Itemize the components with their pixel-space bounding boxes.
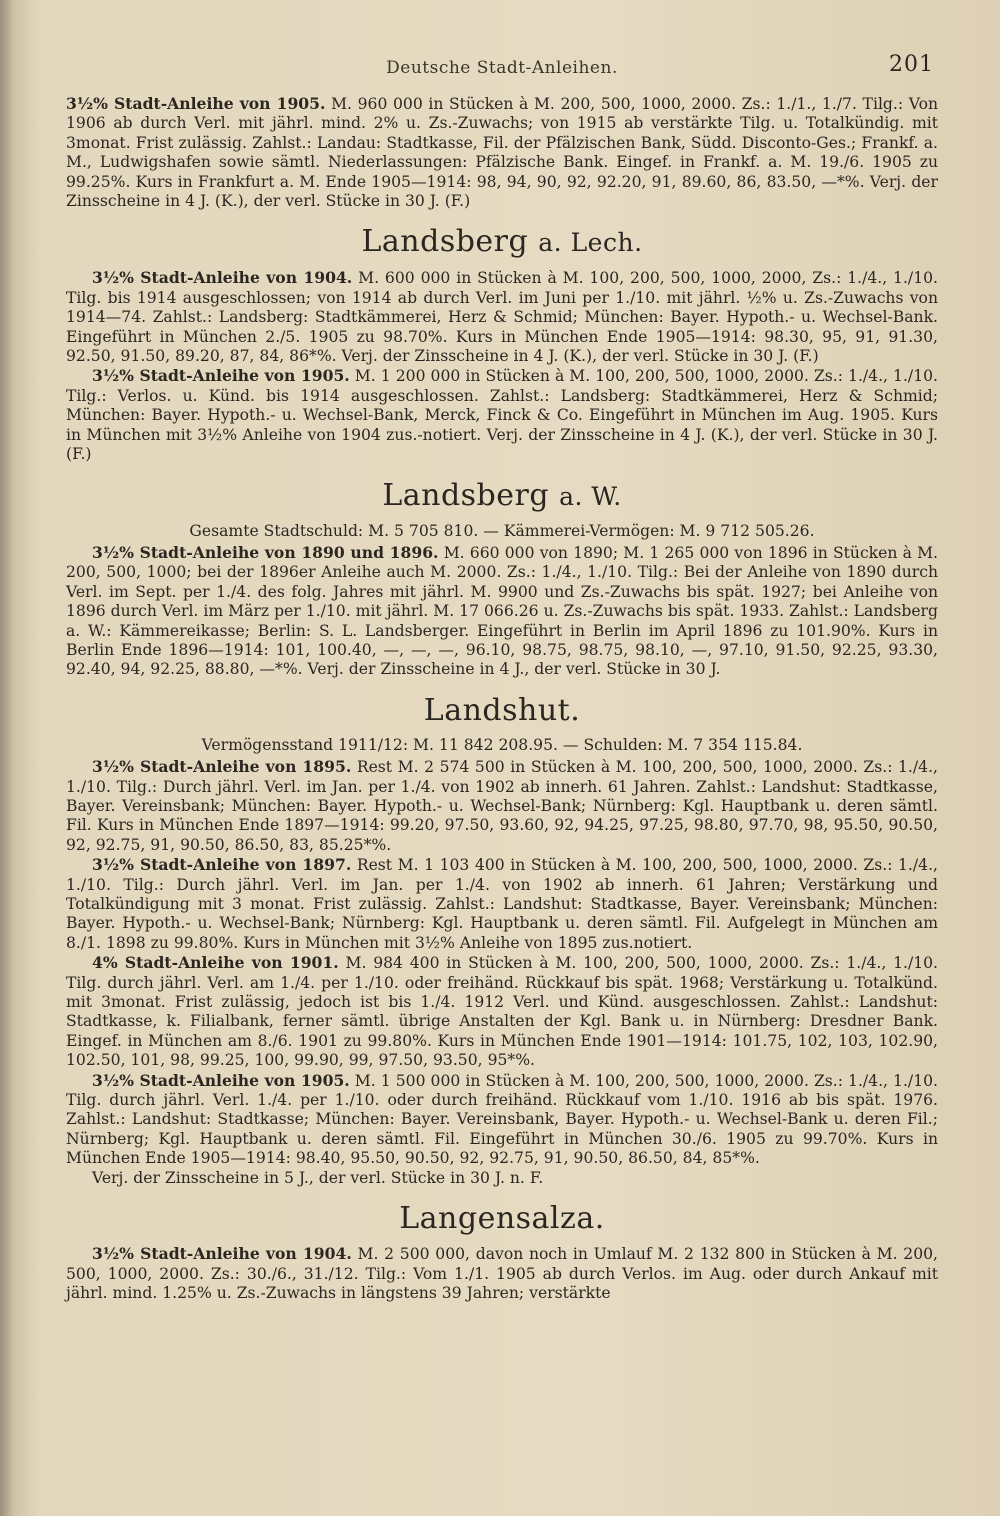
entry: [66, 953, 938, 1070]
city-name: Landsberg: [361, 224, 529, 260]
entry-text: M. 984 400 in Stücken à M. 100, 200, 500, 1000, 2000. Zs.: 1./4., 1./10. Tilg. durch jährl. Verl. am 1./4. per 1./10. oder freihänd. Rückkauf bis spät. 1968; Verstärkung u. Totalkünd. mit 3monat. Frist zulässig, jedoch ist bis 1./4. 1912 Verl. und Künd. ausgeschlossen. Zahlst.: Landshut: Stadtkasse, k. Filialbank, ferner sämtl. übrige Anstalten der Kgl. Bank u. in Nürnberg: Dresdner Bank. Eingef. in München am 8./6. 1901 zu 99.80%. Kurs in München Ende 1901—1914: 101.75, 102, 103, 102.90, 102.50, 101, 98, 99.25, 100, 99.90, 99, 97.50, 93.50, 95*%.: [66, 954, 938, 1070]
entry: [66, 1071, 938, 1169]
city-heading: [66, 465, 938, 522]
entry-note: [66, 1169, 938, 1188]
entry: [66, 94, 938, 211]
entry-text: Rest M. 2 574 500 in Stücken à M. 100, 200, 500, 1000, 2000. Zs.: 1./4., 1./10. Tilg.: Durch jährl. Verl. im Jan. per 1./4. von 1902 ab innerh. 61 Jahren. Zahlst.: Landshut: Stadtkasse, Bayer. Vereinsbank; München: Bayer. Hypoth.- u. Wechsel-Bank; Nürnberg: Kgl. Hauptbank u. deren sämtl. Fil. Kurs in München Ende 1897—1914: 99.20, 97.50, 93.60, 92, 94.25, 97.25, 98.80, 97.70, 98, 95.50, 90.50, 92, 92.75, 91, 90.50, 86.50, 83, 85.25*%.: [66, 758, 938, 854]
entry: [66, 855, 938, 953]
entry: [66, 1244, 938, 1303]
entry-text: M. 600 000 in Stücken à M. 100, 200, 500, 1000, 2000, Zs.: 1./4., 1./10. Tilg. bis 1914 ausgeschlossen; von 1914 ab durch Verl. im Juni per 1./10. mit jährl. ½% u. Zs.-Zuwachs von 1914—74. Zahlst.: Landsberg: Stadtkämmerei, Herz & Schmid; München: Bayer. Hypoth.- u. Wechsel-Bank. Eingeführt in München 2./5. 1905 zu 98.70%. Kurs in München Ende 1905—1914: 98.30, 95, 91, 91.30, 92.50, 91.50, 89.20, 87, 84, 86*%. Verj. der Zinsscheine in 4 J. (K.), der verl. Stücke in 30 J. (F.): [66, 269, 938, 366]
entry-text: M. 960 000 in Stücken à M. 200, 500, 1000, 2000. Zs.: 1./1., 1./7. Tilg.: Von 1906 ab durch Verl. mit jährl. mind. 2% u. Zs.-Zuwachs; von 1915 ab verstärkte Tilg. u. Totalkündig. mit 3monat. Frist zulässig. Zahlst.: Landau: Stadtkasse, Fil. der Pfälzischen Bank, Südd. Disconto-Ges.; Frankf. a. M., Ludwigshafen sowie sämtl. Niederlassungen: Pfälzische Bank. Eingef. in Frankf. a. M. 19./6. 1905 zu 99.25%. Kurs in Frankfurt a. M. Ende 1905—1914: 98, 94, 90, 92, 92.20, 91, 89.60, 86, 83.50, —*%. Verj. der Zinsscheine in 4 J. (K.), der verl. Stücke in 30 J. (F.): [66, 95, 938, 211]
city-name: Landsberg: [382, 477, 550, 513]
city-heading: [66, 211, 938, 268]
entry-text: M. 2 500 000, davon noch in Umlauf M. 2 132 800 in Stücken à M. 200, 500, 1000, 2000. Zs.: 30./6., 31./12. Tilg.: Vom 1./1. 1905 ab durch Verlos. im Aug. oder durch Ankauf mit jährl. mind. 1.25% u. Zs.-Zuwachs in längstens 39 Jahren; verstärkte: [66, 1245, 938, 1302]
entry-lead: 3½% Stadt-Anleihe von 1905.: [66, 94, 326, 113]
city-suffix: a. W.: [559, 481, 622, 511]
running-title: Deutsche Stadt-Anleihen.: [386, 58, 618, 78]
city-heading: [66, 680, 938, 736]
entry: [66, 543, 938, 680]
entry: [66, 366, 938, 464]
entry-lead: 3½% Stadt-Anleihe von 1904.: [92, 1244, 352, 1264]
city-financial-summary: Gesamte Stadtschuld: M. 5 705 810. — Kämmerei-Vermögen: M. 9 712 505.26.: [189, 521, 815, 540]
entry-lead: 3½% Stadt-Anleihe von 1897.: [92, 855, 352, 875]
section-landsberg-w: [66, 465, 938, 680]
entry: [66, 757, 938, 855]
city-heading: [66, 1188, 938, 1244]
page-number: 201: [889, 52, 934, 77]
entry-text: M. 660 000 von 1890; M. 1 265 000 von 1896 in Stücken à M. 200, 500, 1000; bei der 1896er Anleihe auch M. 2000. Zs.: 1./4., 1./10. Tilg.: Bei der Anleihe von 1890 durch Verl. im Sept. per 1./4. des folg. Jahres mit jährl. M. 9900 und Zs.-Zuwachs bis spät. 1927; bei Anleihe von 1896 durch Verl. im März per 1./10. mit jährl. M. 17 066.26 u. Zs.-Zuwachs bis spät. 1933. Zahlst.: Landsberg a. W.: Kämmereikasse; Berlin: S. L. Landsberger. Eingeführt in Berlin im April 1896 zu 101.90%. Kurs in Berlin Ende 1896—1914: 101, 100.40, —, —, —, 96.10, 98.75, 98.75, 98.10, —, 97.10, 91.50, 92.25, 93.30, 92.40, 94, 92.25, 88.80, —*%. Verj. der Zinsscheine in 4 J., der verl. Stücke in 30 J.: [66, 543, 939, 679]
city-name: Langensalza.: [399, 1201, 605, 1237]
section-langensalza: [66, 1188, 938, 1303]
page-header: [66, 52, 938, 86]
entry-text: M. 1 500 000 in Stücken à M. 100, 200, 500, 1000, 2000. Zs.: 1./4., 1./10. Tilg. durch jährl. Verl. 1./4. per 1./10. oder durch freihänd. Rückkauf vom 1./10. 1916 ab bis spät. 1976. Zahlst.: Landshut: Stadtkasse; München: Bayer. Vereinsbank, Bayer. Hypoth.- u. Wechsel-Bank u. deren Fil.; Nürnberg; Kgl. Hauptbank u. deren sämtl. Fil. Eingeführt in München 30./6. 1905 zu 99.70%. Kurs in München Ende 1905—1914: 98.40, 95.50, 90.50, 92, 92.75, 91, 90.50, 86.50, 84, 85*%.: [66, 1071, 938, 1168]
entry-lead: 3½% Stadt-Anleihe von 1905.: [92, 366, 350, 386]
entry-text: M. 1 200 000 in Stücken à M. 100, 200, 500, 1000, 2000. Zs.: 1./4., 1./10. Tilg.: Verlos. u. Künd. bis 1914 ausgeschlossen. Zahlst.: Landsberg: Stadtkämmerei, Herz & Schmid; München: Bayer. Hypoth.- u. Wechsel-Bank, Merck, Finck & Co. Eingeführt in München im Aug. 1905. Kurs in München mit 3½% Anleihe von 1904 zus.-notiert. Verj. der Zinsscheine in 4 J. (K.), der verl. Stücke in 30 J. (F.): [66, 367, 938, 464]
entry-text: Verj. der Zinsscheine in 5 J., der verl. Stücke in 30 J. n. F.: [92, 1168, 544, 1187]
section-landau-continuation: [66, 94, 938, 211]
entry-lead: 3½% Stadt-Anleihe von 1895.: [92, 757, 352, 777]
city-suffix: a. Lech.: [538, 228, 643, 258]
entry: [66, 268, 938, 366]
entry-lead: 3½% Stadt-Anleihe von 1904.: [92, 268, 353, 288]
city-name: Landshut.: [423, 692, 581, 728]
entry-lead: 3½% Stadt-Anleihe von 1905.: [92, 1070, 350, 1090]
city-financial-summary: Vermögensstand 1911/12: M. 11 842 208.95. — Schulden: M. 7 354 115.84.: [201, 735, 803, 754]
entry-lead: 4% Stadt-Anleihe von 1901.: [92, 953, 339, 973]
entry-lead: 3½% Stadt-Anleihe von 1890 und 1896.: [92, 542, 439, 562]
entry-text: Rest M. 1 103 400 in Stücken à M. 100, 200, 500, 1000, 2000. Zs.: 1./4., 1./10. Tilg.: Durch jährl. Verl. im Jan. per 1./4. von 1902 ab innerh. 61 Jahren; Verstärkung und Totalkündigung mit 3 monat. Frist zulässig. Zahlst.: Landshut: Stadtkasse, Bayer. Vereinsbank; München: Bayer. Hypoth.- u. Wechsel-Bank; Nürnberg: Kgl. Hauptbank u. deren sämtl. Fil. Aufgelegt in München am 8./1. 1898 zu 99.80%. Kurs in München mit 3½% Anleihe von 1895 zus.notiert.: [66, 856, 938, 952]
section-landshut: [66, 680, 938, 1188]
section-landsberg-lech: [66, 211, 938, 464]
